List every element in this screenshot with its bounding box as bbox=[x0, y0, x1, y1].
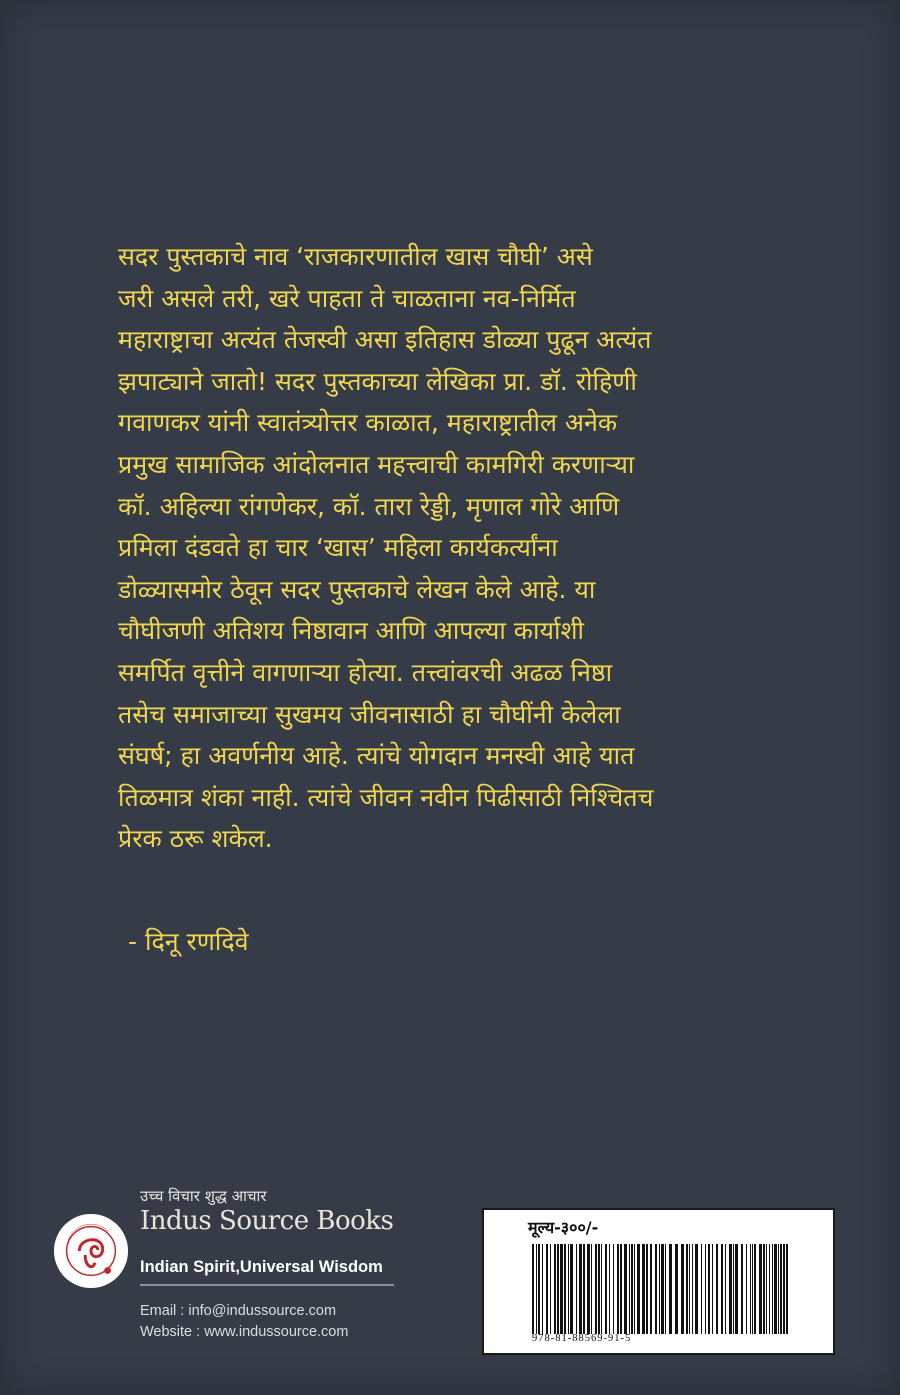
barcode-bar bbox=[542, 1244, 543, 1334]
barcode-bar bbox=[624, 1244, 627, 1334]
barcode-bar bbox=[554, 1244, 556, 1334]
barcode-panel bbox=[482, 1208, 835, 1355]
barcode-bar bbox=[617, 1244, 619, 1334]
blurb-line: चौघीजणी अतिशय निष्ठावान आणि आपल्या कार्याशी bbox=[118, 616, 584, 646]
barcode-bar bbox=[729, 1244, 732, 1334]
barcode-bar bbox=[550, 1244, 551, 1334]
barcode-bar bbox=[681, 1244, 684, 1334]
barcode-bar bbox=[766, 1244, 767, 1334]
barcode-bar bbox=[609, 1244, 610, 1334]
barcode-bar bbox=[564, 1244, 566, 1334]
blurb-line: सदर पुस्तकाचे नाव ‘राजकारणातील खास चौघी’ असे bbox=[118, 242, 593, 271]
email-text: Email : info@indussource.com bbox=[140, 1303, 337, 1319]
divider bbox=[140, 1284, 394, 1286]
barcode-bar bbox=[783, 1244, 785, 1334]
barcode-bar bbox=[646, 1244, 648, 1334]
publisher-logo-icon bbox=[52, 1212, 130, 1290]
publisher-block bbox=[46, 1186, 446, 1356]
barcode-bar bbox=[587, 1244, 590, 1334]
barcode-bar bbox=[669, 1244, 672, 1334]
blurb-line: तसेच समाजाच्या सुखमय जीवनासाठी हा चौघींनी केलेला bbox=[118, 699, 621, 729]
barcode-bar bbox=[620, 1244, 622, 1334]
barcode-bar bbox=[583, 1244, 585, 1334]
barcode-bar bbox=[686, 1244, 688, 1334]
barcode-bar bbox=[746, 1244, 747, 1334]
barcode-bar bbox=[675, 1244, 678, 1334]
barcode-bar bbox=[538, 1244, 540, 1334]
barcode-bar bbox=[546, 1244, 548, 1334]
barcode-bar bbox=[613, 1244, 614, 1334]
barcode-bar bbox=[661, 1244, 664, 1334]
website-text: Website : www.indussource.com bbox=[140, 1324, 349, 1340]
barcode-bar bbox=[532, 1244, 534, 1334]
blurb-line: तिळमात्र शंका नाही. त्यांचे जीवन नवीन पिढीसाठी निश्चितच bbox=[118, 782, 654, 812]
blurb-line: प्रमुख सामाजिक आंदोलनात महत्त्वाची कामगिरी करणाऱ्या bbox=[118, 449, 635, 479]
barcode-bar bbox=[716, 1244, 718, 1334]
barcode-bar bbox=[642, 1244, 645, 1334]
contact-info bbox=[140, 1301, 348, 1343]
blurb-text bbox=[118, 236, 818, 860]
blurb-line: महाराष्ट्राचा अत्यंत तेजस्वी असा इतिहास डोळ्या पुढून अत्यंत bbox=[118, 325, 652, 355]
blurb-line: डोळ्यासमोर ठेवून सदर पुस्तकाचे लेखन केले आहे. या bbox=[118, 574, 596, 604]
barcode-bar bbox=[759, 1244, 762, 1334]
barcode-bar bbox=[705, 1244, 706, 1334]
barcode-bar bbox=[786, 1244, 788, 1334]
blurb-line: संघर्ष; हा अवर्णनीय आहे. त्यांचे योगदान मनस्वी आहे यात bbox=[118, 741, 635, 771]
publisher-tagline: उच्च विचार शुद्ध आचार bbox=[140, 1187, 267, 1205]
barcode-bar bbox=[665, 1244, 666, 1334]
publisher-slogan: Indian Spirit,Universal Wisdom bbox=[140, 1258, 383, 1276]
barcode-bar bbox=[655, 1244, 657, 1334]
barcode-bar bbox=[701, 1244, 702, 1334]
barcode-bar bbox=[557, 1244, 559, 1334]
barcode-bar bbox=[637, 1244, 640, 1334]
blurb-line: गवाणकर यांनी स्वातंत्र्योत्तर काळात, महाराष्ट्रातील अनेक bbox=[118, 408, 618, 438]
blurb-line: समर्पित वृत्तीने वागणाऱ्या होत्या. तत्त्वांवरची अढळ निष्ठा bbox=[118, 657, 613, 687]
isbn-text: 978-81-88569-91-5 bbox=[532, 1333, 632, 1344]
barcode-bar bbox=[579, 1244, 582, 1334]
barcode-bar bbox=[763, 1244, 765, 1334]
blurb-line: कॉ. अहिल्या रांगणेकर, कॉ. तारा रेड्डी, मृणाल गोरे आणि bbox=[118, 491, 620, 521]
barcode-bar bbox=[595, 1244, 597, 1334]
barcode-bar bbox=[560, 1244, 563, 1334]
barcode-bar bbox=[601, 1244, 602, 1334]
barcode-bar bbox=[695, 1244, 698, 1334]
author-credit: - दिनू रणदिवे bbox=[128, 927, 249, 956]
blurb-line: जरी असले तरी, खरे पाहता ते चाळताना नव-निर्मित bbox=[118, 283, 576, 313]
barcode-bar bbox=[752, 1244, 753, 1334]
blurb-line: प्रेरक ठरू शकेल. bbox=[118, 824, 273, 854]
barcode-bar bbox=[778, 1244, 779, 1334]
publisher-name: Indus Source Books bbox=[140, 1206, 394, 1236]
barcode-bar bbox=[721, 1244, 723, 1334]
barcode-bar bbox=[754, 1244, 756, 1334]
barcode-bar bbox=[659, 1244, 660, 1334]
barcode-bar bbox=[629, 1244, 630, 1334]
barcode-bar bbox=[741, 1244, 743, 1334]
blurb-line: झपाट्याने जातो! सदर पुस्तकाच्या लेखिका प्रा. डॉ. रोहिणी bbox=[118, 366, 637, 396]
barcode-bar bbox=[712, 1244, 713, 1334]
barcode bbox=[530, 1244, 792, 1334]
barcode-bar bbox=[780, 1244, 782, 1334]
barcode-bar bbox=[733, 1244, 734, 1334]
barcode-bar bbox=[598, 1244, 600, 1334]
barcode-bar bbox=[536, 1244, 537, 1334]
blurb-line: प्रमिला दंडवते हा चार ‘खास’ महिला कार्यकर्त्यांना bbox=[118, 533, 558, 563]
barcode-bar bbox=[735, 1244, 738, 1334]
barcode-bar bbox=[774, 1244, 777, 1334]
barcode-bar bbox=[631, 1244, 633, 1334]
barcode-bar bbox=[708, 1244, 710, 1334]
barcode-bar bbox=[725, 1244, 726, 1334]
barcode-bar bbox=[570, 1244, 573, 1334]
barcode-bar bbox=[650, 1244, 652, 1334]
barcode-bar bbox=[591, 1244, 592, 1334]
barcode-bar bbox=[692, 1244, 693, 1334]
price-label: मूल्य-३००/- bbox=[528, 1218, 599, 1237]
barcode-bar bbox=[750, 1244, 751, 1334]
barcode-bar bbox=[689, 1244, 690, 1334]
barcode-bar bbox=[605, 1244, 607, 1334]
barcode-bar bbox=[634, 1244, 635, 1334]
barcode-bar bbox=[769, 1244, 770, 1334]
barcode-bar bbox=[576, 1244, 577, 1334]
barcode-bar bbox=[772, 1244, 773, 1334]
barcode-bar bbox=[568, 1244, 569, 1334]
